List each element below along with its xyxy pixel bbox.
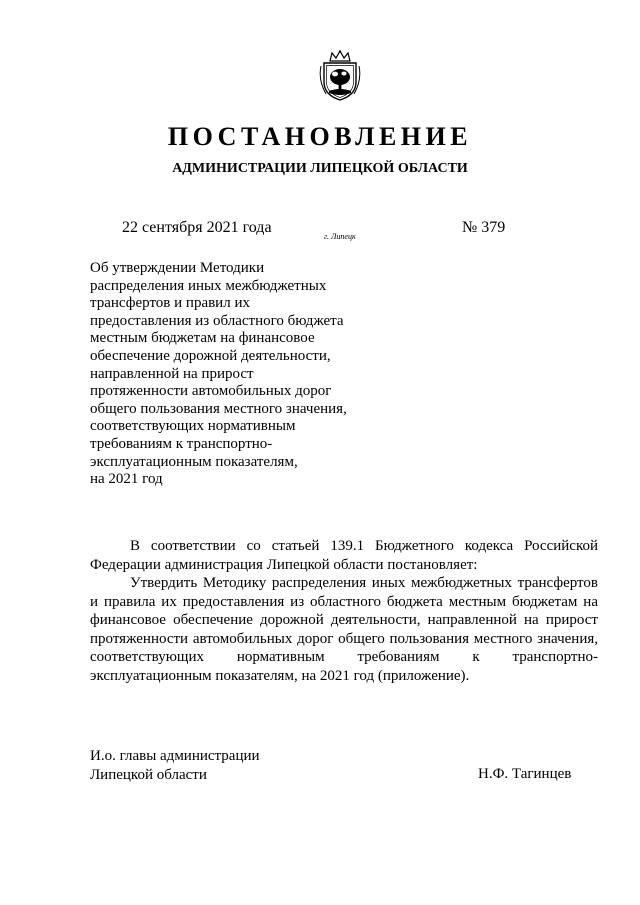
subject-line: предоставления из областного бюджета [90,312,344,329]
signature-name: Н.Ф. Тагинцев [478,766,572,782]
body-paragraph: Утвердить Методику распределения иных межбюджетных трансфертов и правила их предоставления из областного бюджета местным бюджетам на финансовое обеспечение дорожной деятельности, направленной на прирост протяженности автомобильных дорог общего пользования местного значения, соответствующих нормативным требованиям к транспортно-эксплуатационным показателям, на 2021 год (приложение). [90,575,598,684]
subject-line: направленной на прирост [90,365,254,382]
subject-line: распределения иных межбюджетных [90,277,327,294]
subject-line: трансфертов и правил их [90,295,250,312]
document-subtitle: АДМИНИСТРАЦИИ ЛИПЕЦКОЙ ОБЛАСТИ [172,161,468,176]
subject-line: требованиям к транспортно- [90,435,273,452]
body-paragraph: В соответствии со статьей 139.1 Бюджетного кодекса Российской Федерации администрация Липецкой области постановляет: [90,538,598,573]
coat-of-arms-icon [318,50,362,102]
subject-line: протяженности автомобильных дорог [90,383,332,400]
document-number: № 379 [462,219,506,236]
document-subject [90,260,380,489]
subject-line: Об утверждении Методики [90,260,265,276]
signature-position-line: Липецкой области [90,766,207,783]
subject-line: эксплуатационным показателям, [90,453,298,470]
subject-line: на 2021 год [90,471,163,488]
subject-line: обеспечение дорожной деятельности, [90,347,331,364]
document-city: г. Липецк [324,232,356,241]
signature-position [90,747,260,784]
document-body [90,537,598,685]
subject-line: местным бюджетам на финансовое [90,330,315,347]
document-title: ПОСТАНОВЛЕНИЕ [167,122,473,151]
document-date: 22 сентября 2021 года [122,219,272,236]
signature-position-line: И.о. главы администрации [90,748,260,764]
subject-line: общего пользования местного значения, [90,400,347,417]
subject-line: соответствующих нормативным [90,418,296,435]
